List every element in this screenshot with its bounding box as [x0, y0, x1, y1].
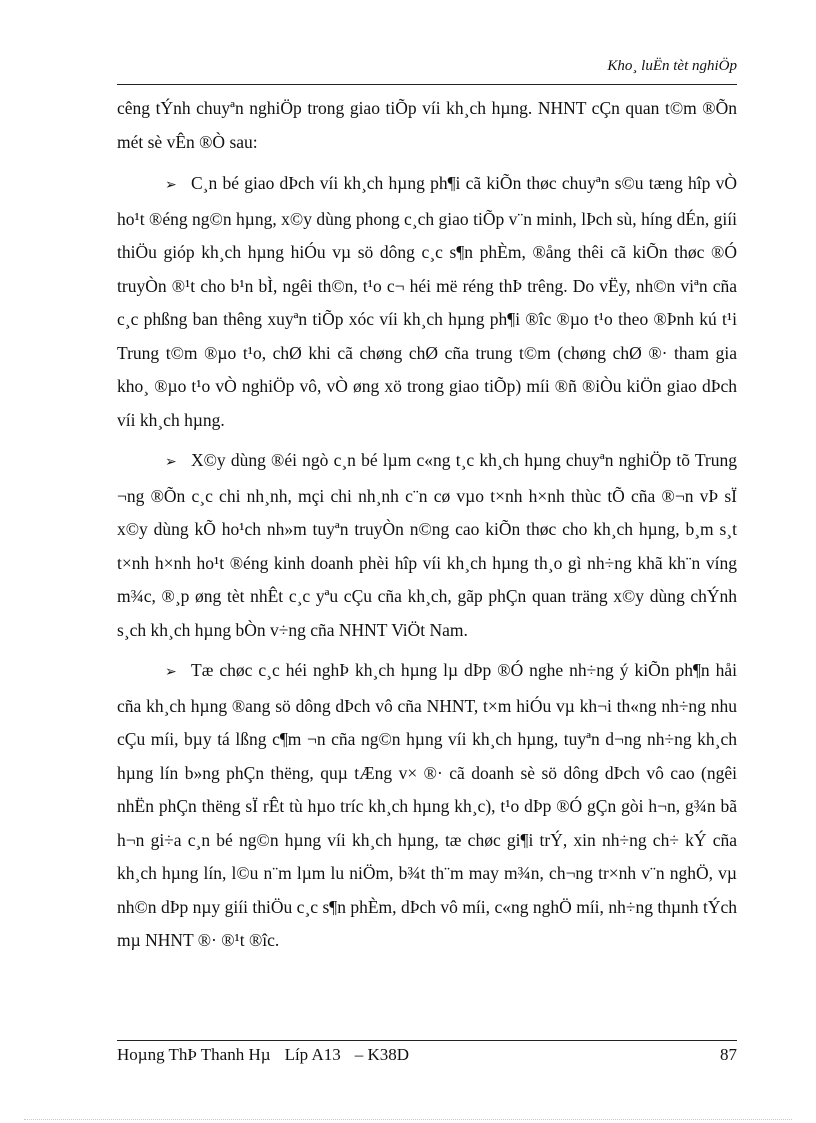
- bullet-paragraph: [117, 167, 737, 437]
- footer-author: Hoµng ThÞ Thanh Hµ: [117, 1045, 271, 1064]
- page-footer: [117, 1040, 737, 1081]
- bullet-text: X©y dùng ®éi ngò c¸n bé lµm c«ng t¸c kh¸ch hµng chuyªn nghiÖp tõ Trung ¬ng ®Õn c¸c chi nh¸nh, mçi chi nh¸nh c¨n cø vµo t×nh h×nh thùc tÕ cña ®¬n vÞ sÏ x©y dùng kÕ ho¹ch nh»m tuyªn truyÒn n©ng cao kiÕn thøc cho kh¸ch hµng, b¸m s¸t t×nh h×nh ho¹t ®éng kinh doanh phèi hîp víi kh¸ch hµng th¸o gì nh÷ng khã kh¨n víng m¾c, ®¸p øng tèt nhÊt c¸c yªu cÇu cña kh¸ch, gãp phÇn quan träng x©y dùng chÝnh s¸ch kh¸ch hµng bÒn v÷ng cña NHNT ViÖt Nam.: [117, 450, 737, 640]
- arrow-bullet-icon: ➢: [165, 454, 177, 470]
- arrow-bullet-icon: ➢: [165, 664, 177, 680]
- bullet-paragraph: [117, 654, 737, 958]
- body-text: [117, 92, 737, 965]
- footer-author-line: [117, 1045, 423, 1065]
- bullet-text: Tæ chøc c¸c héi nghÞ kh¸ch hµng lµ dÞp ®Ó nghe nh÷ng ý kiÕn ph¶n håi cña kh¸ch hµng ®ang sö dông dÞch vô cña NHNT, t×m hiÓu vµ kh¬i th«ng nh÷ng nhu cÇu míi, bµy tá lßng c¶m ¬n cña ng©n hµng víi kh¸ch hµng, tuyªn d¬ng nh÷ng kh¸ch hµng lín b»ng phÇn thëng, quµ tÆng v× ®· cã doanh sè sö dông dÞch vô cao (ngêi nhËn phÇn thëng sÏ rÊt tù hµo tríc kh¸ch hµng kh¸c), t¹o dÞp ®Ó gÇn gòi h¬n, g¾n bã h¬n gi÷a c¸n bé ng©n hµng víi kh¸ch hµng, tæ chøc gi¶i trÝ, xin nh÷ng ch÷ kÝ cña kh¸ch hµng lín, l©u n¨m lµm lu niÖm, b¾t th¨m may m¾n, ch¬ng tr×nh v¨n nghÖ, vµ nh©n dÞp nµy giíi thiÖu c¸c s¶n phÈm, dÞch vô míi, c«ng nghÖ míi, nh÷ng thµnh tÝch mµ NHNT ®· ®¹t ®îc.: [117, 660, 737, 950]
- arrow-bullet-icon: ➢: [165, 177, 177, 193]
- bullet-paragraph: [117, 444, 737, 647]
- footer-course: – K38D: [354, 1045, 410, 1064]
- page-number: 87: [720, 1045, 737, 1064]
- header-title: Kho¸ luËn tèt nghiÖp: [607, 58, 737, 74]
- footer-class: Líp A13: [284, 1045, 341, 1064]
- bullet-text: C¸n bé giao dÞch víi kh¸ch hµng ph¶i cã kiÕn thøc chuyªn s©u tæng hîp vÒ ho¹t ®éng ng©n hµng, x©y dùng phong c¸ch giao tiÕp v¨n minh, lÞch sù, híng dÉn, giíi thiÖu gióp kh¸ch hµng hiÓu vµ sö dông c¸c s¶n phÈm, ®ång thêi cã kiÕn thøc ®Ó truyÒn ®¹t cho b¹n bÌ, ngêi th©n, t¹o c¬ héi më réng thÞ trêng. Do vËy, nh©n viªn cña c¸c phßng ban thêng xuyªn tiÕp xóc víi kh¸ch hµng ph¶i ®îc ®µo t¹o theo ®Þnh kú t¹i Trung t©m ®µo t¹o, chØ khi cã chøng chØ cña trung t©m (chøng chØ ®· tham gia kho¸ ®µo t¹o vÒ nghiÖp vô, vÒ øng xö trong giao tiÕp) míi ®ñ ®iÒu kiÖn giao dÞch víi kh¸ch hµng.: [117, 173, 737, 430]
- intro-paragraph: cêng tÝnh chuyªn nghiÖp trong giao tiÕp víi kh¸ch hµng. NHNT cÇn quan t©m ®Õn mét sè vÊn ®Ò sau:: [117, 98, 737, 152]
- page-bottom-divider: [24, 1119, 792, 1120]
- page-header: [117, 56, 737, 85]
